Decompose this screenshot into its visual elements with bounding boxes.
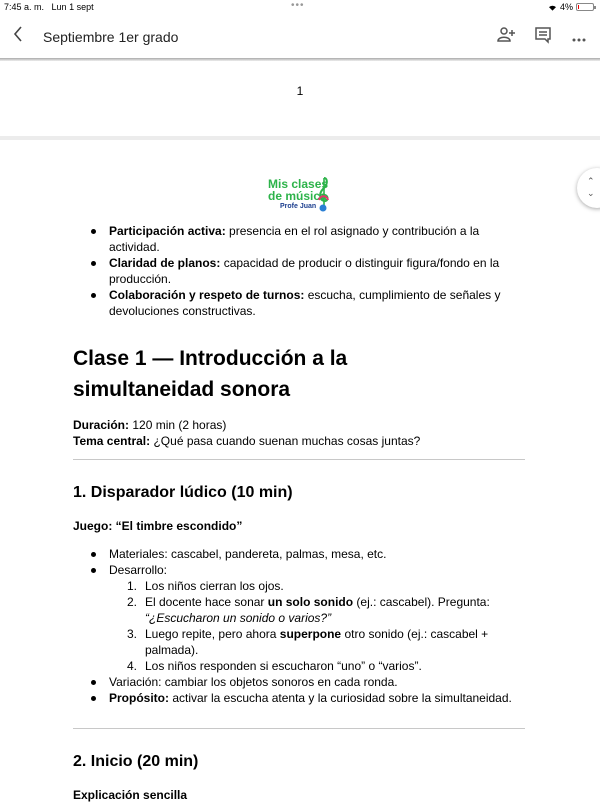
logo-line-3: Profe Juan <box>280 203 317 210</box>
divider <box>73 728 525 729</box>
step-item: 3. Luego repite, pero ahora superpone otro sonido (ej.: cascabel + palmada). <box>127 627 489 657</box>
status-right <box>548 2 594 12</box>
class-meta <box>73 417 528 449</box>
share-button[interactable] <box>497 26 519 46</box>
battery-percent: 4% <box>559 2 573 12</box>
page-header <box>0 61 600 136</box>
list-item: Participación activa: presencia en el rol asignado y contribución a la actividad. <box>73 223 528 255</box>
page-break <box>0 136 600 140</box>
steps-list <box>73 578 528 674</box>
add-person-icon <box>497 26 517 44</box>
section-heading-1: 1. Disparador lúdico (10 min) <box>73 484 293 501</box>
step-item: 1. Los niños cierran los ojos. <box>127 579 284 593</box>
list-item: Variación: cambiar los objetos sonoros en cada ronda. <box>73 674 528 690</box>
divider <box>73 459 525 460</box>
list-item: Colaboración y respeto de turnos: escucha, cumplimiento de señales y devoluciones constructivas. <box>73 287 528 319</box>
page-number: 1 <box>296 84 304 98</box>
multitask-dots[interactable]: ••• <box>291 0 305 11</box>
comment-icon <box>534 26 552 44</box>
theme: Tema central: ¿Qué pasa cuando suenan muchas cosas juntas? <box>73 434 421 448</box>
list-item: Propósito: activar la escucha atenta y la curiosidad sobre la simultaneidad. <box>73 690 528 706</box>
list-item: Claridad de planos: capacidad de producir o distinguir figura/fondo en la producción. <box>73 255 528 287</box>
back-button[interactable] <box>12 25 32 45</box>
status-time: 7:45 a. m. Lun 1 sept <box>4 2 94 12</box>
chevron-up-icon: ⌃ <box>587 176 595 186</box>
battery-icon <box>576 3 594 11</box>
logo-line-1: Mis clases <box>268 177 329 191</box>
chevron-down-icon: ⌄ <box>587 188 595 198</box>
game-title: Juego: “El timbre escondido” <box>73 519 243 533</box>
section-heading-2: 2. Inicio (20 min) <box>73 753 199 770</box>
status-bar <box>0 0 600 14</box>
comments-button[interactable] <box>534 26 556 46</box>
criteria-list <box>73 223 528 319</box>
logo <box>268 178 338 222</box>
step-item: 4. Los niños responden si escucharon “uno” o “varios”. <box>127 659 422 673</box>
scroll-handle[interactable] <box>577 168 600 208</box>
back-icon <box>12 25 24 43</box>
list-item: Desarrollo: <box>73 562 528 578</box>
wifi-icon <box>548 4 557 11</box>
step-item: 2. El docente hace sonar un solo sonido (ej.: cascabel). Pregunta: “¿Escucharon un sonido o varios?” <box>127 595 490 625</box>
list-item: Materiales: cascabel, pandereta, palmas, mesa, etc. <box>73 546 528 562</box>
section-subheading: Explicación sencilla <box>73 788 188 802</box>
activity-list <box>73 546 528 706</box>
document-title: Septiembre 1er grado <box>43 29 179 45</box>
logo-line-2: de música <box>268 189 327 203</box>
more-icon <box>571 37 587 43</box>
more-options-button[interactable] <box>571 30 593 50</box>
class-title: Clase 1 — Introducción a la simultaneidad sonora <box>73 347 348 401</box>
music-clef-icon <box>317 176 331 216</box>
duration: Duración: 120 min (2 horas) <box>73 418 227 432</box>
app-bar <box>0 14 600 58</box>
